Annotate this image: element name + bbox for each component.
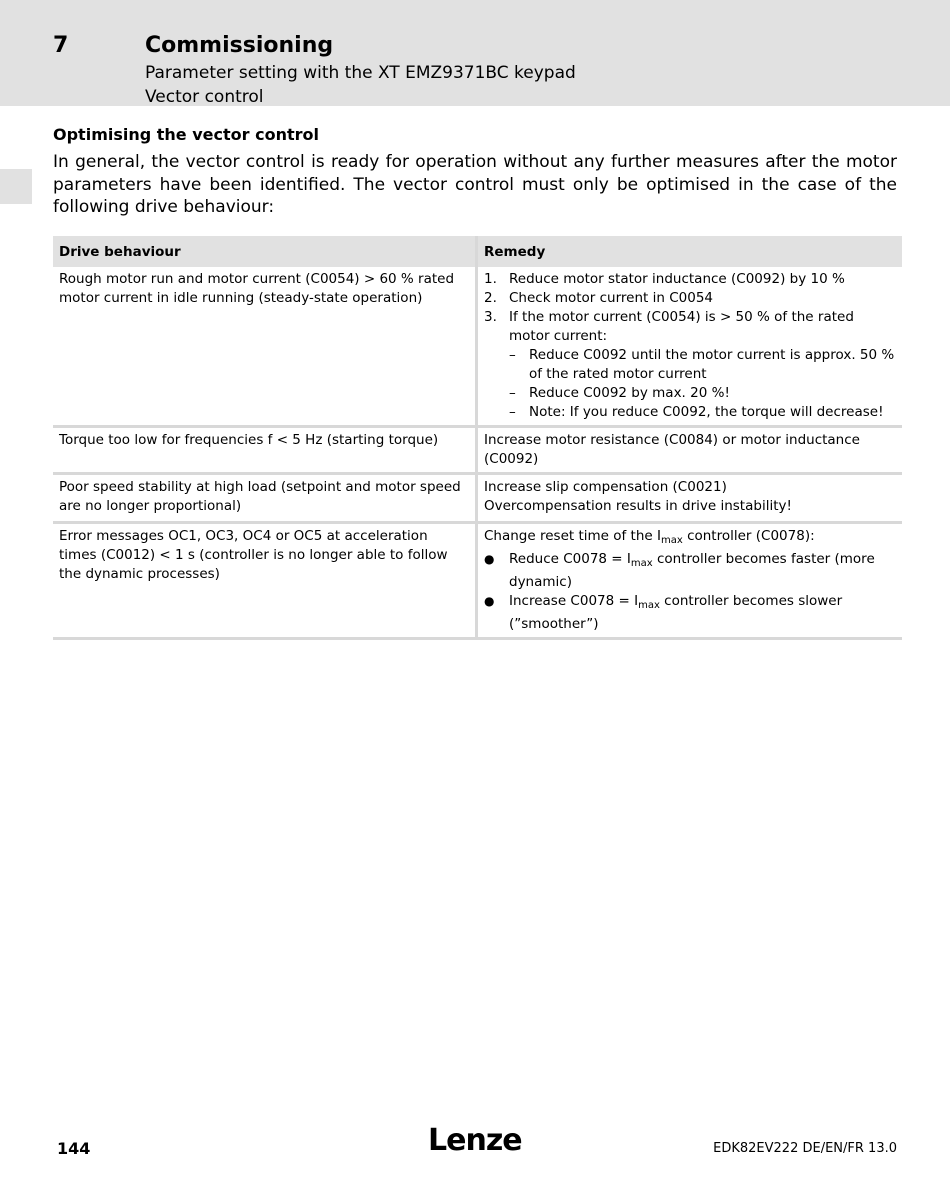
chapter-subtitle: Parameter setting with the XT EMZ9371BC keypad (145, 63, 576, 83)
remedy-bullet: ● Increase $C0078 = I_{max}$ controller becomes slower (”smoother”) (484, 593, 843, 632)
remedy-bullet: ● Reduce $C0078 = I_{max}$ controller becomes faster (more dynamic) (484, 551, 875, 590)
remedy-intro: Change reset time of the $I_{max}$ controller (C0078): (484, 528, 815, 546)
table-row (53, 474, 902, 523)
column-header-behaviour: Drive behaviour (53, 236, 477, 267)
bullet-icon: ● (484, 552, 495, 566)
remedy-cell: Increase motor resistance (C0084) or motor inductance (C0092) (477, 427, 903, 474)
table-row (53, 523, 902, 639)
remedy-subitem: – Reduce C0092 by max. 20 %! (509, 385, 730, 401)
behaviour-cell: Rough motor run and motor current (C0054) > 60 % rated motor current in idle running (steady-state operation) (53, 267, 477, 427)
remedy-step: 2. Check motor current in C0054 (484, 290, 713, 306)
section-heading: Optimising the vector control (53, 125, 319, 144)
table-row (53, 267, 902, 427)
document-code: EDK82EV222 DE/EN/FR 13.0 (713, 1141, 897, 1156)
remedy-step: 3. If the motor current (C0054) is > 50 % of the rated motor current: (484, 309, 854, 344)
column-header-remedy: Remedy (477, 236, 903, 267)
chapter-subsubtitle: Vector control (145, 87, 264, 107)
behaviour-cell: Torque too low for frequencies f < 5 Hz (starting torque) (53, 427, 477, 474)
bullet-icon: ● (484, 594, 495, 608)
chapter-number: 7 (53, 33, 69, 58)
intro-paragraph: In general, the vector control is ready for operation without any further measures after the motor parameters have been identified. The vector control must only be optimised in the case of the following drive behaviour: (53, 152, 897, 217)
side-tab-marker (0, 169, 32, 204)
page-number: 144 (57, 1139, 91, 1158)
remedy-subitem: – Reduce C0092 until the motor current is approx. 50 % of the rated motor current (509, 347, 895, 382)
remedy-cell: Increase slip compensation (C0021) Overcompensation results in drive instability! (477, 474, 903, 523)
table-header-row (53, 236, 902, 267)
behaviour-cell: Poor speed stability at high load (setpoint and motor speed are no longer proportional) (53, 474, 477, 523)
remedy-cell (477, 523, 903, 639)
behaviour-cell: Error messages OC1, OC3, OC4 or OC5 at acceleration times (C0012) < 1 s (controller is no longer able to follow the dynamic processes) (53, 523, 477, 639)
lenze-logo: Lenze (428, 1123, 522, 1158)
remedy-cell (477, 267, 903, 427)
drive-behaviour-table (53, 236, 902, 640)
chapter-title: Commissioning (145, 33, 334, 58)
remedy-step: 1. Reduce motor stator inductance (C0092) by 10 % (484, 271, 845, 287)
table-row (53, 427, 902, 474)
remedy-subitem: – Note: If you reduce C0092, the torque will decrease! (509, 404, 884, 420)
header-band (0, 0, 950, 106)
